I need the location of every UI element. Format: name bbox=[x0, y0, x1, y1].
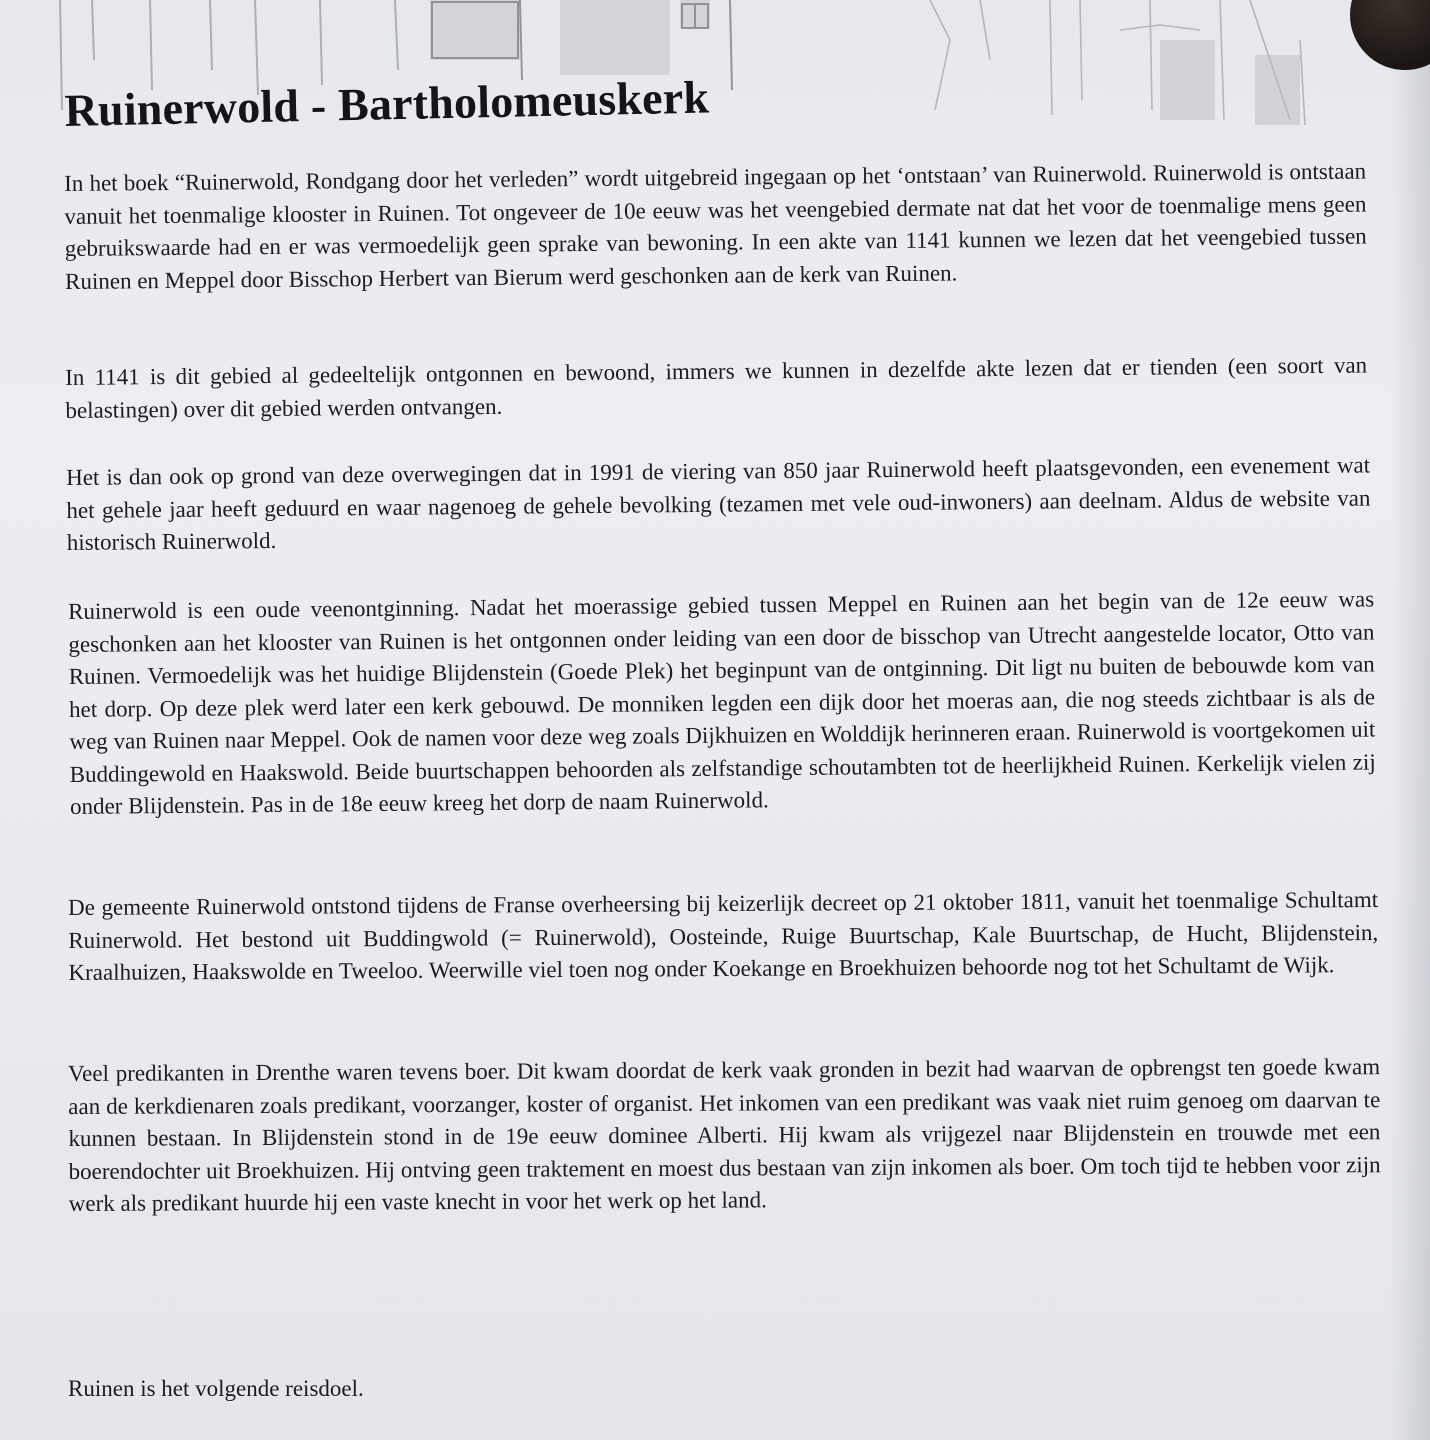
page-edge-shadow bbox=[1390, 0, 1430, 1440]
paragraph-850-years: Het is dan ook op grond van deze overwegingen dat in 1991 de viering van 850 jaar Ruinerwold heeft plaatsgevonden, een evenement wat het gehele jaar heeft geduurd en waar nagenoeg de gehele bevolking (tezamen met vele oud-inwoners) aan deelnam. Aldus de website van historisch Ruinerwold. bbox=[66, 452, 1371, 555]
paragraph-origin: In het boek “Ruinerwold, Rondgang door het verleden” wordt uitgebreid ingegaan op het ‘ontstaan’ van Ruinerwold. Ruinerwold is ontstaan vanuit het toenmalige klooster in Ruinen. Tot ongeveer de 10e eeuw was het veengebied dermate nat dat het voor de toenmalige mens geen gebruikswaarde had en er was vermoedelijk geen sprake van bewoning. In een akte van 1141 kunnen we lezen dat het veengebied tussen Ruinen en Meppel door Bisschop Herbert van Bierum werd geschonken aan de kerk van Ruinen. bbox=[64, 158, 1367, 294]
paragraph-1141: In 1141 is dit gebied al gedeeltelijk ontgonnen en bewoond, immers we kunnen in dezelfde akte lezen dat er tienden (een soort van belastingen) over dit gebied werden ontvangen. bbox=[65, 352, 1368, 423]
paragraph-preachers: Veel predikanten in Drenthe waren tevens boer. Dit kwam doordat de kerk vaak gronden in bezit had waarvan de opbrengst ten goede kwam aan de kerkdienaren zoals predikant, voorzanger, koster of organist. Het inkomen van een predikant was vaak niet ruim genoeg om daarvan te kunnen bestaan. In Blijdenstein stond in de 19e eeuw dominee Alberti. Hij kwam als vrijgezel naar Blijdenstein en trouwde met een boerendochter uit Broekhuizen. Hij ontving geen traktement en moest dus bestaan van zijn inkomen als boer. Om toch tijd te hebben voor zijn werk als predikant huurde hij een vaste knecht in voor het werk op het land. bbox=[68, 1054, 1381, 1216]
next-destination-note: Ruinen is het volgende reisdoel. bbox=[68, 1376, 364, 1401]
paragraph-municipality: De gemeente Ruinerwold ontstond tijdens de Franse overheersing bij keizerlijk decreet op 21 oktober 1811, vanuit het toenmalige Schultamt Ruinerwold. Het bestond uit Buddingwold (= Ruinerwold), Oosteinde, Ruige Buurtschap, Kale Buurtschap, de Hucht, Blijdenstein, Kraalhuizen, Haakswolde en Tweeloo. Weerwille viel toen nog onder Koekange en Broekhuizen behoorde nog tot het Schultamt de Wijk. bbox=[68, 886, 1379, 985]
page-title: Ruinerwold - Bartholomeuskerk bbox=[64, 71, 710, 136]
paragraph-peat-reclamation: Ruinerwold is een oude veenontginning. Nadat het moerassige gebied tussen Meppel en Ruinen aan het begin van de 12e eeuw was geschonken aan het klooster van Ruinen is het ontgonnen onder leiding van een door de bisschop van Utrecht aangestelde locator, Otto van Ruinen. Vermoedelijk was het huidige Blijdenstein (Goede Plek) het beginpunt van de ontginning. Dit ligt nu buiten de bebouwde kom van het dorp. Op deze plek werd later een kerk gebouwd. De monniken legden een dijk door het moeras aan, die nog steeds zichtbaar is als de weg van Ruinen naar Meppel. Ook de namen voor deze weg zoals Dijkhuizen en Wolddijk herinneren eraan. Ruinerwold is voortgekomen uit Buddingewold en Haakswold. Beide buurtschappen behoorden als zelfstandige schoutambten tot de heerlijkheid Ruinen. Kerkelijk vielen zij onder Blijdenstein. Pas in de 18e eeuw kreeg het dorp de naam Ruinerwold. bbox=[68, 586, 1376, 819]
